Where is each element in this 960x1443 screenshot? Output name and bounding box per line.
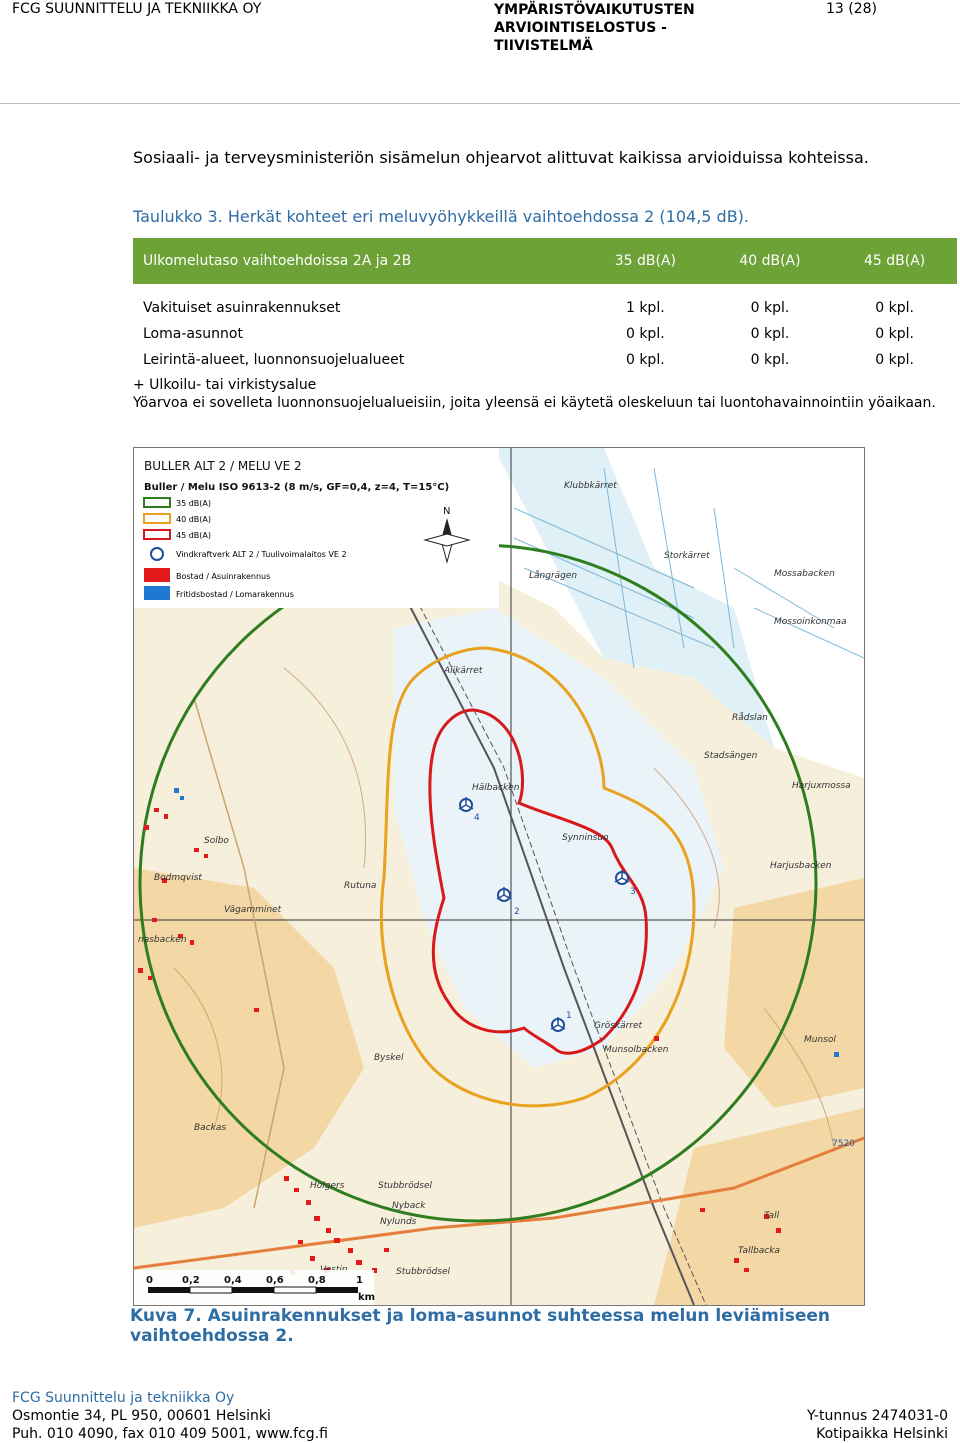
road-number: 7520 [832,1139,855,1149]
table-cell: 0 kpl. [583,321,708,347]
place-name: Backas [194,1123,227,1133]
scale-label: 0,8 [308,1275,326,1286]
map-title: BULLER ALT 2 / MELU VE 2 [144,459,302,473]
legend-label: 35 dB(A) [176,499,212,508]
table-cell: 0 kpl. [832,347,957,373]
place-name: Storkärret [664,551,710,561]
table-header-cell: 40 dB(A) [708,238,833,284]
figure-caption-line: Kuva 7. Asuinrakennukset ja loma-asunnot suhteessa melun leviämiseen [130,1306,830,1326]
legend-label: Vindkraftverk ALT 2 / Tuulivoimalaitos VE 2 [176,550,347,559]
legend-label: Bostad / Asuinrakennus [176,572,271,581]
place-name: Stadsängen [704,751,758,761]
figure-caption [130,1306,830,1346]
place-name: Solbo [204,836,229,846]
table-cell: Vakituiset asuinrakennukset [133,295,583,321]
place-name: Stubbrödsel [378,1181,433,1191]
place-name: Munsolbacken [604,1045,669,1055]
noise-map [133,447,865,1306]
turbine-number: 2 [514,907,520,917]
table-note [133,376,953,412]
turbine-number: 3 [630,887,636,897]
scale-label: 0,4 [224,1275,242,1286]
legend-label: Fritidsbostad / Lomarakennus [176,590,294,599]
place-name: Harjusbacken [770,861,832,871]
place-name: Nyback [392,1201,426,1211]
table-cell: Loma-asunnot [133,321,583,347]
place-name: Klubbkärret [564,481,617,491]
turbine-number: 4 [474,813,480,823]
header-company: FCG SUUNNITTELU JA TEKNIIKKA OY [12,1,262,17]
table-row [133,321,957,347]
place-name: Rådslan [732,713,768,723]
legend-item [151,548,347,560]
place-name: Munsol [804,1035,836,1045]
place-name: Nylunds [380,1217,417,1227]
place-name: Tall [764,1211,780,1221]
header-title-line: YMPÄRISTÖVAIKUTUSTEN [494,2,695,18]
footer-business-id: Y-tunnus 2474031-0 [807,1408,948,1424]
place-name: Mossoinkonmaa [774,617,847,627]
footer-registration [807,1407,948,1443]
footer-domicile: Kotipaikka Helsinki [816,1426,948,1442]
legend-heading: Buller / Melu ISO 9613-2 (8 m/s, GF=0,4, z=4, T=15°C) [144,482,450,493]
header-title-line: TIIVISTELMÄ [494,38,593,54]
scale-label: 1 [356,1275,363,1286]
table-cell: 0 kpl. [708,321,833,347]
page-number: 13 (28) [826,1,878,17]
scale-label: 0 [146,1275,153,1286]
table-header-row [133,238,957,284]
place-name: nasbacken [138,935,187,945]
table-header-cell: 45 dB(A) [832,238,957,284]
table-header-cell: Ulkomelutaso vaihtoehdoissa 2A ja 2B [133,238,583,284]
scale-label: 0,6 [266,1275,284,1286]
place-name: Hälbacken [472,783,520,793]
note-line: Yöarvoa ei sovelleta luonnonsuojelualueisiin, joita yleensä ei käytetä oleskeluun tai luontohavainnointiin yöaikaan. [133,395,936,411]
place-name: Stubbrödsel [396,1267,451,1277]
map-canvas [134,448,864,1305]
table-row [133,347,957,373]
scale-bar [148,1287,358,1293]
table-caption: Taulukko 3. Herkät kohteet eri meluvyöhykkeillä vaihtoehdossa 2 (104,5 dB). [133,207,749,226]
place-name: Rutuna [344,881,377,891]
header-title-line: ARVIOINTISELOSTUS - [494,20,667,36]
note-line: + Ulkoilu- tai virkistysalue [133,377,317,393]
table-cell: 0 kpl. [832,295,957,321]
table-cell: 1 kpl. [583,295,708,321]
table-header-cell: 35 dB(A) [583,238,708,284]
legend-label: 45 dB(A) [176,531,212,540]
footer-phone: Puh. 010 4090, fax 010 409 5001, www.fcg.fi [12,1426,328,1442]
footer-company: FCG Suunnittelu ja tekniikka Oy [12,1390,235,1406]
table-cell: 0 kpl. [832,321,957,347]
table-cell: 0 kpl. [708,347,833,373]
legend-label: 40 dB(A) [176,515,212,524]
place-name: Vägamminet [224,905,282,915]
header-doc-title [494,1,695,55]
place-name: Långrägen [529,571,578,581]
header-divider [0,103,960,104]
scale-label: 0,2 [182,1275,200,1286]
turbine-icon [151,548,163,560]
place-name: Harjuxmossa [792,781,851,791]
place-name: Gröskärret [594,1021,643,1031]
turbine-number: 1 [566,1011,572,1021]
place-name: Bodmqvist [154,873,202,883]
place-name: Byskel [374,1053,404,1063]
table-cell: 0 kpl. [708,295,833,321]
figure-caption-line: vaihtoehdossa 2. [130,1326,294,1346]
table-row [133,295,957,321]
place-name: Holgers [310,1181,345,1191]
place-name: Synninsuo [562,833,609,843]
scale-unit: km [358,1292,376,1303]
footer-contact [12,1389,328,1443]
intro-paragraph: Sosiaali- ja terveysministeriön sisämelun ohjearvot alittuvat kaikissa arvioiduissa kohteissa. [133,148,869,167]
north-label: N [443,506,451,517]
place-name: Tallbacka [738,1246,780,1256]
table-cell: 0 kpl. [583,347,708,373]
footer-address: Osmontie 34, PL 950, 00601 Helsinki [12,1408,271,1424]
table-cell: Leirintä-alueet, luonnonsuojelualueet [133,347,583,373]
place-name: Alikärret [444,666,483,676]
noise-table [133,238,957,373]
place-name: Mossabacken [774,569,835,579]
table-spacer [133,284,957,295]
